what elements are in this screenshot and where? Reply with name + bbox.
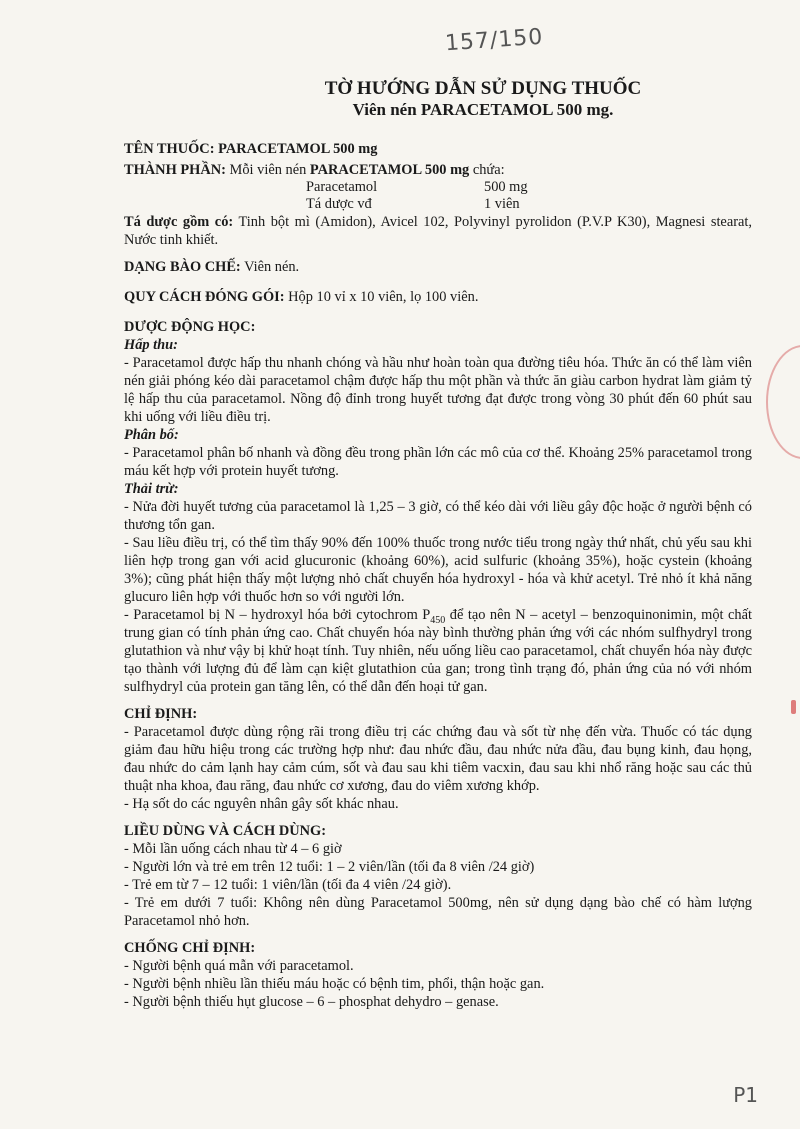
composition-intro-pre: Mỗi viên nén xyxy=(229,162,310,178)
packaging-value: Hộp 10 vỉ x 10 viên, lọ 100 viên. xyxy=(284,289,479,305)
excipients-paragraph xyxy=(124,213,752,249)
excipients-label: Tá dược gồm có: xyxy=(124,214,234,230)
dosage-item: - Trẻ em dưới 7 tuổi: Không nên dùng Paracetamol 500mg, nên sử dụng dạng bào chế có hàm lượng Paracetamol nhỏ hơn. xyxy=(124,895,752,929)
distribution-paragraph: - Paracetamol phân bố nhanh và đồng đều trong phần lớn các mô của cơ thể. Khoảng 25% paracetamol trong máu kết hợp với protein huyết tương. xyxy=(124,445,752,479)
contraindications-heading: CHỐNG CHỈ ĐỊNH: xyxy=(124,940,256,956)
elimination-3-subscript: 450 xyxy=(430,614,446,626)
absorption-paragraph: - Paracetamol được hấp thu nhanh chóng và hầu như hoàn toàn qua đường tiêu hóa. Thức ăn có thể làm viên nén giải phóng kéo dài paracetamol chậm được hấp thu một phần và thức ăn giàu carbon hydrat làm giảm tỷ lệ hấp thu của paracetamol. Nồng độ đỉnh trong huyết tương đạt được trong vòng 30 phút đến 60 phút sau khi uống với liều điều trị. xyxy=(124,355,752,425)
composition-ingredient: Tá dược vđ xyxy=(306,196,372,212)
stamp-mark xyxy=(791,700,796,714)
handwritten-initials: P1 xyxy=(733,1083,758,1107)
contraindication-item: - Người bệnh thiếu hụt glucose – 6 – phosphat dehydro – genase. xyxy=(124,994,499,1010)
document-body xyxy=(124,78,752,1011)
handwritten-page-number: 157/150 xyxy=(444,24,545,57)
dosage-item: - Mỗi lần uống cách nhau từ 4 – 6 giờ xyxy=(124,841,342,857)
indication-item: - Hạ sốt do các nguyên nhân gây sốt khác nhau. xyxy=(124,796,399,812)
pharmacokinetics-heading: DƯỢC ĐỘNG HỌC: xyxy=(124,319,256,335)
elimination-3-pre: - Paracetamol bị N – hydroxyl hóa bởi cytochrom P xyxy=(124,607,431,623)
composition-amount: 1 viên xyxy=(484,196,520,212)
packaging-line xyxy=(124,288,752,306)
composition-row xyxy=(306,196,528,213)
composition-row xyxy=(306,179,528,196)
composition-table xyxy=(306,179,528,213)
dosage-heading: LIỀU DÙNG VÀ CÁCH DÙNG: xyxy=(124,823,327,839)
packaging-label: QUY CÁCH ĐÓNG GÓI: xyxy=(124,289,285,305)
drug-name-label: TÊN THUỐC: xyxy=(124,141,215,157)
elimination-paragraph-3 xyxy=(124,606,752,696)
composition-label: THÀNH PHẦN: xyxy=(124,162,226,178)
elimination-paragraph-2: - Sau liều điều trị, có thể tìm thấy 90% đến 100% thuốc trong nước tiểu trong ngày thứ nhất, chủ yếu sau khi liên hợp trong gan với acid glucuronic (khoảng 60%), acid sulfuric (khoảng 35%), hoặc cystein (khoảng 3%); cũng phát hiện thấy một lượng nhỏ chất chuyển hóa hydroxyl - hóa và khử acetyl. Trẻ nhỏ ít khả năng glucuro liên hợp với thuốc hơn so với người lớn. xyxy=(124,535,752,605)
composition-amount: 500 mg xyxy=(484,179,528,195)
absorption-heading: Hấp thu: xyxy=(124,337,178,353)
elimination-heading: Thải trừ: xyxy=(124,481,179,497)
stamp-edge xyxy=(766,345,800,459)
document-subtitle: Viên nén PARACETAMOL 500 mg. xyxy=(352,100,614,119)
composition-ingredient: Paracetamol xyxy=(306,179,378,195)
dosage-item: - Người lớn và trẻ em trên 12 tuổi: 1 – 2 viên/lần (tối đa 8 viên /24 giờ) xyxy=(124,859,535,875)
indications-heading: CHỈ ĐỊNH: xyxy=(124,706,198,722)
contraindication-item: - Người bệnh nhiều lần thiếu máu hoặc có bệnh tim, phổi, thận hoặc gan. xyxy=(124,976,545,992)
composition-line xyxy=(124,161,752,179)
indication-item: - Paracetamol được dùng rộng rãi trong điều trị các chứng đau và sốt từ nhẹ đến vừa. Thuốc có tác dụng giảm đau hữu hiệu trong các trường hợp như: đau nhức đầu, đau nhức nửa đầu, đau bụng kinh, đau họng, đau nhức do cảm lạnh hay cảm cúm, sốt và đau sau khi tiêm vacxin, đau sau khi nhổ răng hoặc sau các thủ thuật nha khoa, đau răng, đau nhức cơ xương, đau do viêm xương khớp. xyxy=(124,724,752,794)
document-title: TỜ HƯỚNG DẪN SỬ DỤNG THUỐC xyxy=(324,78,642,99)
elimination-paragraph-1: - Nửa đời huyết tương của paracetamol là 1,25 – 3 giờ, có thể kéo dài với liều gây độc hoặc ở người bệnh có thương tổn gan. xyxy=(124,499,752,533)
distribution-heading: Phân bố: xyxy=(124,427,179,443)
dosage-form-line xyxy=(124,258,752,276)
dosage-item: - Trẻ em từ 7 – 12 tuổi: 1 viên/lần (tối đa 4 viên /24 giờ). xyxy=(124,877,452,893)
elimination-3-post: để tạo nên N – acetyl – benzoquinonimin, một chất trung gian có tính phản ứng cao. Chất chuyển hóa này bình thường phản ứng với các nhóm sulfhydryl trong glutathion và như vậy bị khử hoạt tính. Tuy nhiên, nếu uống liều cao paracetamol, chất chuyển hóa này được tạo thành với lượng đủ để làm cạn kiệt glutathion của gan; trong tình trạng đó, phản ứng của nó với nhóm sulfhydryl của protein gan tăng lên, có thể dẫn đến hoại tử gan. xyxy=(124,607,752,695)
contraindication-item: - Người bệnh quá mẫn với paracetamol. xyxy=(124,958,354,974)
excipients-text: Tinh bột mì (Amidon), Avicel 102, Polyvinyl pyrolidon (P.V.P K30), Magnesi stearat, Nước tinh khiết. xyxy=(124,214,752,248)
composition-intro-bold: PARACETAMOL 500 mg xyxy=(309,162,470,178)
drug-name-value: PARACETAMOL 500 mg xyxy=(218,141,378,157)
dosage-form-label: DẠNG BÀO CHẾ: xyxy=(124,259,241,275)
composition-intro-post: chứa: xyxy=(469,162,505,178)
drug-name-line xyxy=(124,140,752,158)
dosage-form-value: Viên nén. xyxy=(240,259,300,275)
